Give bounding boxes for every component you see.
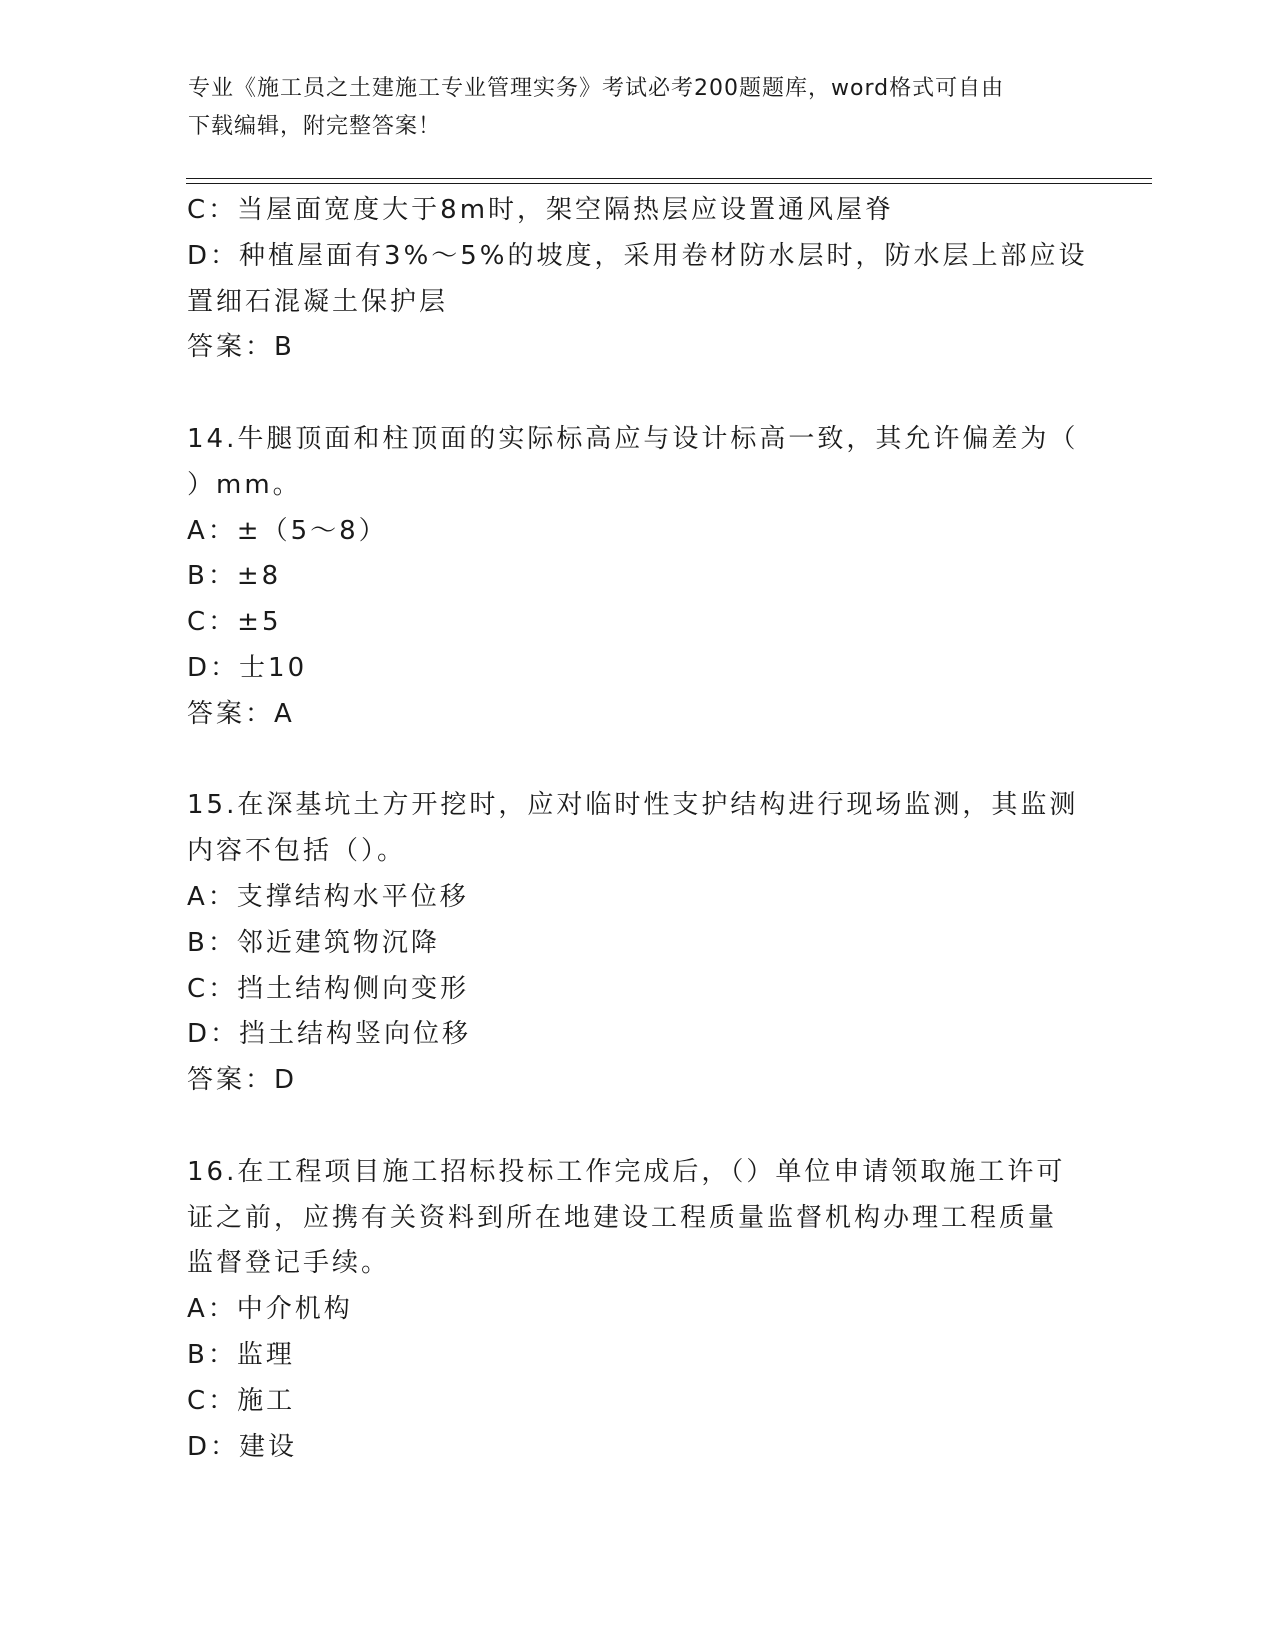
- header-divider-top: [186, 178, 1152, 179]
- question-stem: 16.在工程项目施工招标投标工作完成后，（）单位申请领取施工许可: [187, 1156, 1066, 1187]
- option-a: A：支撑结构水平位移: [187, 881, 469, 912]
- question-stem-continued: 监督登记手续。: [187, 1248, 391, 1279]
- header-line-2: 下载编辑，附完整答案！: [188, 114, 442, 139]
- question-content: [187, 188, 1087, 1470]
- question-14: [187, 417, 1087, 738]
- option-c: C：挡土结构侧向变形: [187, 973, 470, 1004]
- question-15: [187, 783, 1087, 1104]
- question-stem: 15.在深基坑土方开挖时，应对临时性支护结构进行现场监测，其监测: [187, 790, 1079, 821]
- header-divider-bottom: [186, 183, 1152, 184]
- spacer: [187, 371, 1087, 417]
- question-stem-continued: 证之前，应携有关资料到所在地建设工程质量监督机构办理工程质量: [187, 1202, 1058, 1233]
- option-c: C：±5: [187, 607, 282, 638]
- option-d: D：种植屋面有3%～5%的坡度，采用卷材防水层时，防水层上部应设: [187, 240, 1088, 271]
- question-stem-continued: ）mm。: [187, 469, 302, 500]
- question-stem: 14.牛腿顶面和柱顶面的实际标高应与设计标高一致，其允许偏差为（: [187, 423, 1079, 454]
- document-header: [188, 70, 1068, 146]
- option-d: D：挡土结构竖向位移: [187, 1019, 472, 1050]
- option-b: B：监理: [187, 1339, 295, 1370]
- answer: 答案：D: [187, 1065, 298, 1096]
- header-line-1: 专业《施工员之土建施工专业管理实务》考试必考200题题库，word格式可自由: [188, 76, 1005, 101]
- option-d: D：建设: [187, 1431, 298, 1462]
- option-d: D：士10: [187, 652, 308, 683]
- spacer: [187, 738, 1087, 784]
- option-a: A：中介机构: [187, 1294, 353, 1325]
- option-d-continued: 置细石混凝土保护层: [187, 286, 449, 317]
- option-c: C：施工: [187, 1385, 296, 1416]
- previous-question-tail: [187, 188, 1087, 371]
- answer: 答案：A: [187, 698, 295, 729]
- question-stem-continued: 内容不包括（）。: [187, 836, 407, 867]
- option-c: C：当屋面宽度大于8m时，架空隔热层应设置通风屋脊: [187, 195, 895, 225]
- answer: 答案：B: [187, 332, 295, 363]
- question-16: [187, 1150, 1087, 1471]
- spacer: [187, 1104, 1087, 1150]
- option-b: B：邻近建筑物沉降: [187, 927, 440, 958]
- option-a: A：±（5～8）: [187, 515, 388, 546]
- option-b: B：±8: [187, 561, 282, 592]
